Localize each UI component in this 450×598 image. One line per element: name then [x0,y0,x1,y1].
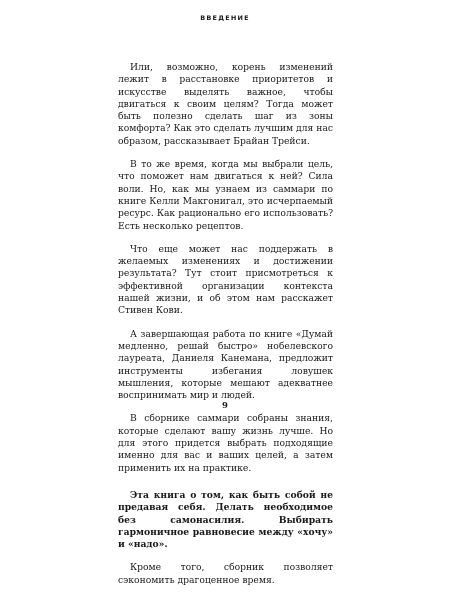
page-header: ВВЕДЕНИЕ [200,14,250,22]
paragraph-1: Или, возможно, корень изменений лежит в расстановке приоритетов и искусстве выделять важное, чтобы двигаться к своим целям? Тогда может быть полезно сделать шаг из зоны комфорта? Как это сделать лучшим для нас образом, рассказывает Брайан Трейси. [118,62,333,147]
paragraph-2: В то же время, когда мы выбрали цель, что поможет нам двигаться к ней? Сила воли. Но, как мы узнаем из саммари по книге Келли Макгонигал, это исчерпаемый ресурс. Как рационально его использовать? Есть несколько рецептов. [118,159,333,232]
page-number: 9 [222,401,228,411]
paragraph-3: Что еще может нас поддержать в желаемых изменениях и достижении результата? Тут стоит присмотреться к эффективной организации контекста нашей жизни, и об этом нам расскажет Стивен Кови. [118,243,333,317]
paragraph-4: А завершающая работа по книге «Думай медленно, решай быстро» нобелевского лауреата, Даниеля Канемана, предложит инструменты избегания ловушек мышления, которые мешают адекватнее воспринимать мир и людей. [118,328,333,402]
paragraph-last: Кроме того, сборник позволяет сэкономить драгоценное время. [118,562,333,586]
bold-paragraph: Эта книга о том, как быть собой не предавая себя. Делать необходимое без самонасилия. Выбирать гармоничное равновесие между «хочу» и «надо». [118,489,333,551]
paragraph-5: В сборнике саммари собраны знания, которые сделают вашу жизнь лучше. Но для этого придется выбрать подходящие именно для вас и ваших целей, а затем применить их на практике. [118,413,333,474]
page-content [118,62,333,598]
